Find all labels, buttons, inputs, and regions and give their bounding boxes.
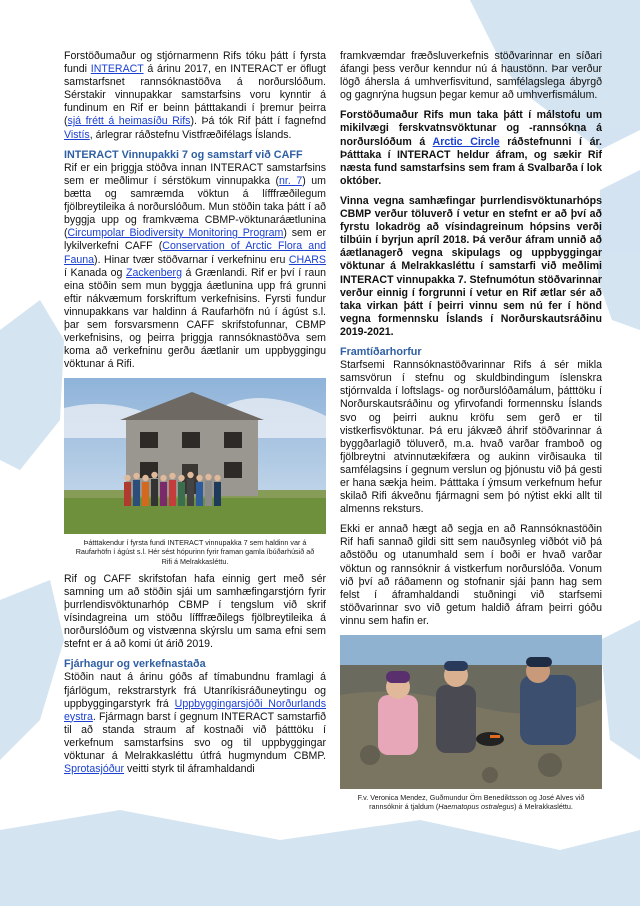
text-run: Starfsemi Rannsóknastöðvarinnar Rifs á sér mikla samsvörun í stefnu og skuldbindingum íslenskra stjórnvalda í loftslags- og norðurslóðamálum, þátttöku í Norðurskautsráðinu og yfirvofandi formennsku Íslands svo og þeirri auknu kröfu sem gerð er til vistkerfisvöktunar. Þá eru jákvæð áhrif stöðvarinnar á byggðarlagið töluverð, m.a. hvað varðar framboð og fjölbreytni atvinnutækifæra og aukinn virðisauka til samfélagsins í gegnum verslun og þjónustu við þá gesti er hana sækja heim. Þátttaka í ýmsum verkefnum hefur skilað Rifi ákveðnu fjármagni sem þó nýtist ekki allt til almenns reksturs. (340, 359, 602, 516)
text-run: Vinna vegna samhæfingar þurrlendisvöktunarhóps CBMP verður töluverð í vetur en stefnt er að því að fyrstu lokadrög að vísindagreinum hópsins verði tilbúin í byrjun apríl 2018. Þá verður áfram unnið að áætlanagerð vegna skipulags og uppbyggingar vöktunar á Melrakkasléttu í samstarfi við meðlimi INTERACT vinnupakka 7. Stefnumótun stöðvarinnar verður einnig í forgrunni í vetur en Rif ætlar sér að taka virkan þátt í þeirri vinnu sem nú fer í hönd vegna formennsku Íslands í Norðurskautsráðinu 2019-2021. (340, 194, 602, 338)
left-paragraph-1 (64, 50, 326, 142)
text-run: í Kanada og (64, 266, 127, 279)
text-run: Stöðin naut á árinu góðs af tímabundnu framlagi á fjárlögum, rekstrarstyrk frá Utanríkisráðuneytingu og uppbyggingarstyrk frá (64, 671, 326, 710)
italic-text: Haematopus ostralegus (438, 802, 515, 812)
text-run: Rif er ein þriggja stöðva innan INTERACT samstarfsins sem er meðlimur í sérstökum vinnupakka ( (64, 161, 326, 187)
inline-link[interactable]: sjá frétt á heimasíðu Rifs (67, 115, 191, 128)
text-run: ráðstefnunni í ár. Þátttaka í INTERACT heldur áfram, og sækir Rif næsta fund samstarfsins sem fram á Svalbarða í lok október. (340, 135, 602, 187)
text-run: Rif og CAFF skrifstofan hafa einnig gert með sér samning um að stöðin sjái um samhæfingarstjórn fyrir þurrlendisvöktunarhóp CBMP í tengslum við skrif vísindagreina um stöðu lífffræðilegs fjölbreytileika á norðurslóðum og vistvænna skýrslu um sama efni sem stefnt er á að komi út árið 2019. (64, 572, 326, 651)
text-run: , árlegrar ráðstefnu Vistfræðifélags Íslands. (89, 128, 292, 141)
map-shape-left-lower (0, 580, 64, 760)
text-run: ) um bætta og samræmda vöktun á lífffræðilegum fjölbreytileika á norðurslóðum. Mun stöðin taka þátt í að byggja upp og framkvæma CBMP-vöktunaráætlunina ( (64, 174, 326, 240)
inline-link[interactable]: Sprotasjóður (64, 763, 125, 776)
heading-finances: Fjárhagur og verkefnastaða (64, 658, 206, 671)
left-paragraph-2 (64, 162, 326, 372)
left-column (64, 50, 326, 776)
right-paragraph-4 (340, 359, 602, 516)
text-run: Forstöðumaður og stjórnarmenn Rifs tóku þátt í fyrsta fundi (64, 50, 326, 76)
photo-caption-1: Þátttakendur í fyrsta fundi INTERACT vinnupakka 7 sem haldinn var á Raufarhöfn í ágúst s.l. Hér sést hópurinn fyrir framan gamla íbúðarhúsið að Rifi á Melrakkasléttu. (75, 538, 315, 566)
text-run: Ekki er annað hægt að segja en að Rannsóknastöðin Rif hafi sannað gildi sitt sem nauðsynleg viðbót við þá aðstöðu og utanumhald sem í boði er hvað varðar vöktun og rannsóknir á vistkerfum norðurslóða. Vonum við því að ráðamenn og stofnanir sjái þann hag sem felst í áframhaldandi stuðningi við starfsemi stöðvarinnar svo við getum haldið áfram þeirri góðu vinnu sem hafin er. (340, 523, 602, 627)
text-run: ). Hinar tvær stöðvarnar í verkefninu eru (94, 253, 289, 266)
heading-interact-wp7: INTERACT Vinnupakki 7 og samstarf við CAFF (64, 148, 303, 161)
text-run: ) á Melrakkasléttu. (514, 802, 573, 812)
right-paragraph-1 (340, 50, 602, 102)
inline-link[interactable]: Circumpolar Biodiversity Monitoring Program (67, 227, 284, 240)
map-shape-bottom (0, 810, 640, 906)
right-paragraph-2 (340, 109, 602, 188)
inline-link[interactable]: Conservation of Arctic Flora and Fauna (64, 240, 326, 266)
text-run: á Grænlandi. Rif er því í raun eina stöðin sem mun byggja áætlunina upp frá grunni eftir nákvæmum forskriftum verkefnisins. Fyrsti fundur vinnupakkans var haldinn á Raufarhöfn nú í ágúst s.l. þar sem forsvarsmenn CAFF skrifstofunnar, CBMP verkefnisins, og þeirra þriggja rannsóknastöðva sem koma að verkefninu gerðu áætlanir um uppbyggingu vöktunar á Rifi. (64, 266, 326, 371)
text-run: veitti styrk til áframhaldandi (124, 763, 255, 776)
photo-workshop-group (64, 378, 326, 534)
photo-field-research (340, 635, 602, 789)
map-shape-left-mid (0, 300, 64, 470)
right-paragraph-5 (340, 523, 602, 628)
left-paragraph-4 (64, 671, 326, 776)
map-shape-bottom-right (600, 620, 640, 760)
inline-link[interactable]: Arctic Circle (432, 135, 500, 148)
text-run: . Fjármagn barst í gegnum INTERACT samstarfið til að standa straum af kostnaði við þátttöku í verkefnum samstarfsins svo og til uppbyggingar vöktunar á Melrakkasléttu útfrá hugmyndum CBMP. (64, 710, 326, 762)
text-run: Forstöðumaður Rifs mun taka þátt í málstofu um mikilvægi ferskvatnsvöktunar og -rannsókna á norðurslóðum á (340, 109, 602, 148)
inline-link[interactable]: nr. 7 (279, 174, 303, 187)
left-paragraph-3 (64, 573, 326, 652)
text-run: F.v. Veronica Mendez, Guðmundur Örn Benediktsson og José Alves við rannsóknir á tjaldum ( (357, 793, 585, 812)
right-paragraph-3 (340, 195, 602, 339)
text-run: ). Þá tók Rif þátt í fagnefnd (190, 115, 326, 128)
photo-caption-2 (346, 793, 596, 811)
inline-link[interactable]: Uppbyggingarsjóði Norðurlands eystra (64, 697, 326, 723)
inline-link[interactable]: CHARS (288, 253, 326, 266)
text-run: framkvæmdar fræðsluverkefnis stöðvarinnar en síðari áfangi þess verður kenndur nú á haustönn. Þar verður lögð áhersla á umhverfisvitund, samfélagslega ábyrgð og gagnrýna hugsun þegar kemur að umhverfismálum. (340, 50, 602, 102)
inline-link[interactable]: Vistís (64, 128, 90, 141)
right-column (340, 50, 602, 818)
text-run: á árinu 2017, en INTERACT er öflugt samstarfsnet rannsóknastöðva á norðurslóðum. Sérstakir vinnupakkar samstarfsins voru kynntir á fundinum en Rif er beinn þátttakandi í þremur þeirra ( (64, 63, 326, 128)
inline-link[interactable]: Zackenberg (126, 266, 182, 279)
text-run: ) sem er lykilverkefni CAFF ( (64, 227, 326, 253)
map-shape-right-mid (598, 170, 640, 330)
inline-link[interactable]: INTERACT (90, 63, 144, 76)
heading-outlook: Framtíðarhorfur (340, 345, 422, 358)
